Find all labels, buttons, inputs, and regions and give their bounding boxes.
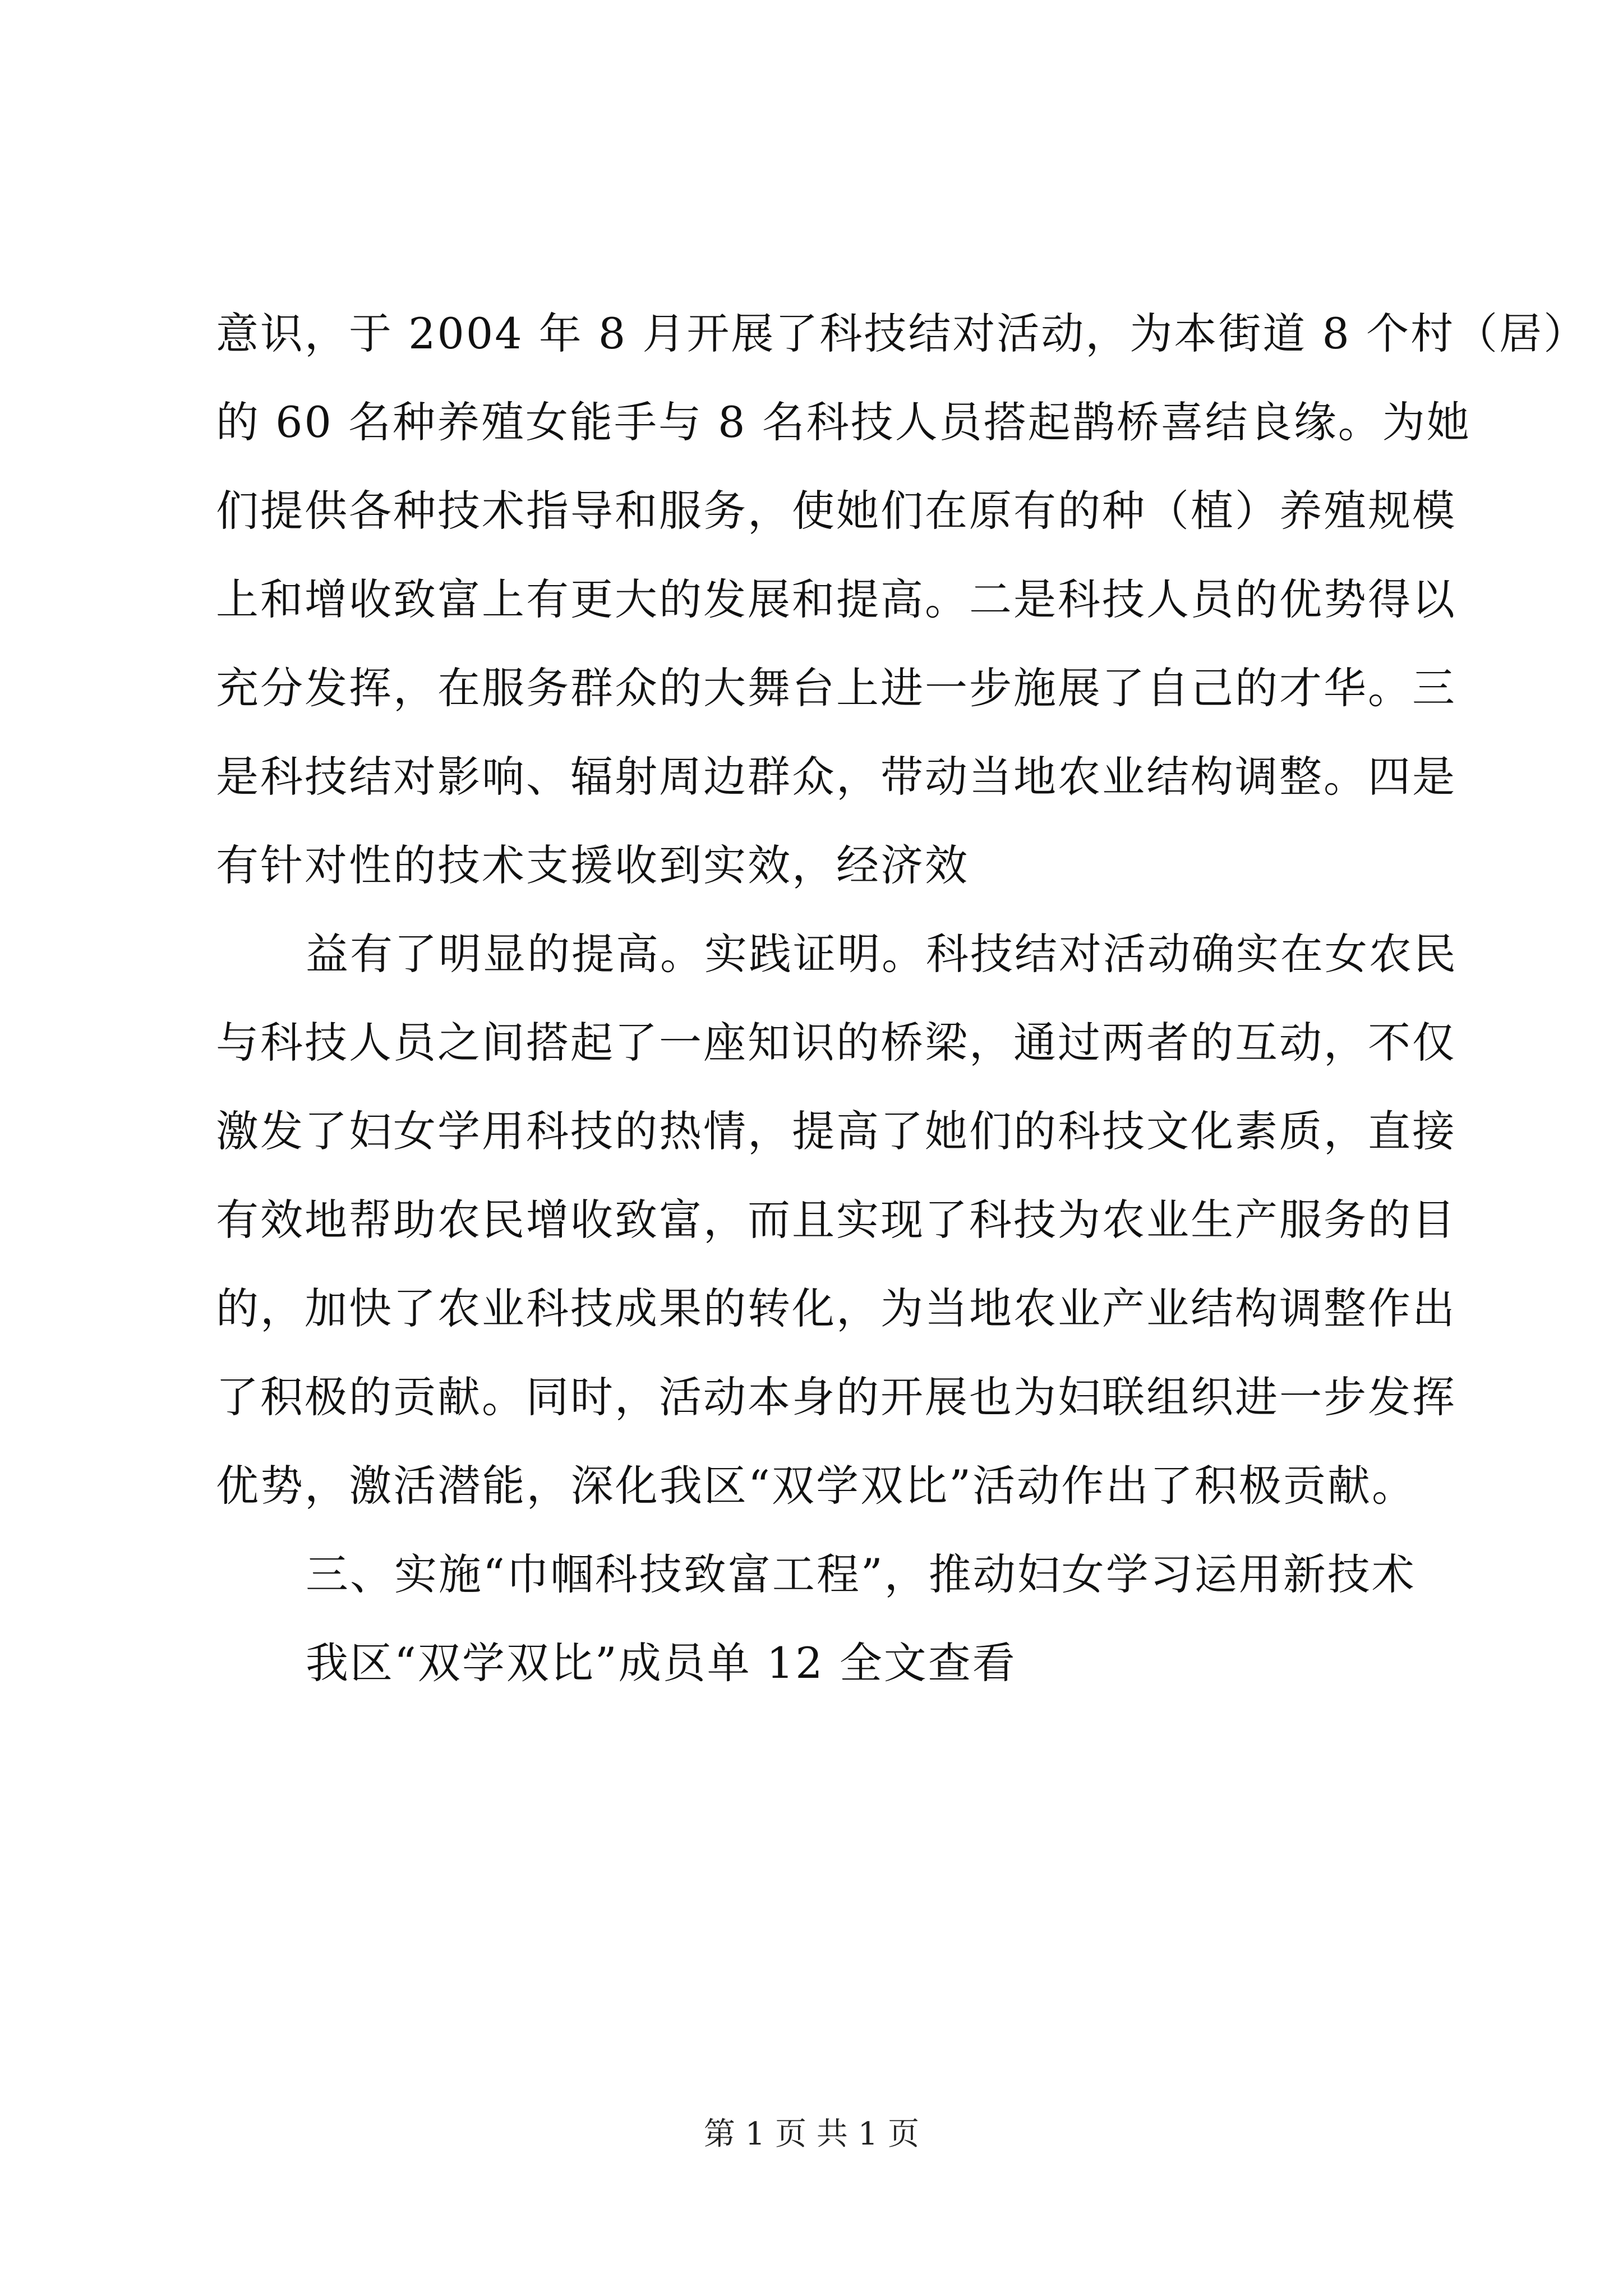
text-line: 上和增收致富上有更大的发展和提高。二是科技人员的优势得以 xyxy=(216,574,1456,624)
text-line: 与科技人员之间搭起了一座知识的桥梁，通过两者的互动，不仅 xyxy=(216,1018,1456,1068)
text-line: 了积极的贡献。同时，活动本身的开展也为妇联组织进一步发挥 xyxy=(216,1372,1456,1422)
document-body xyxy=(216,306,1588,1724)
paragraph-start-line: 益有了明显的提高。实践证明。科技结对活动确实在女农民 xyxy=(306,929,1458,979)
text-line: 激发了妇女学用科技的热情，提高了她们的科技文化素质，直接 xyxy=(216,1106,1456,1156)
text-line: 充分发挥，在服务群众的大舞台上进一步施展了自己的才华。三 xyxy=(216,663,1456,713)
page-number-footer: 第 1 页 共 1 页 xyxy=(703,2116,920,2152)
text-line: 的，加快了农业科技成果的转化，为当地农业产业结构调整作出 xyxy=(216,1283,1456,1333)
text-line: 们提供各种技术指导和服务，使她们在原有的种（植）养殖规模 xyxy=(216,486,1456,536)
text-line: 我区“双学双比”成员单 12 全文查看 xyxy=(306,1638,1017,1688)
section-heading: 三、实施“巾帼科技致富工程”，推动妇女学习运用新技术 xyxy=(306,1549,1416,1599)
text-line: 有针对性的技术支援收到实效，经济效 xyxy=(216,840,969,890)
text-line: 有效地帮助农民增收致富，而且实现了科技为农业生产服务的目 xyxy=(216,1195,1456,1245)
text-line: 是科技结对影响、辐射周边群众，带动当地农业结构调整。四是 xyxy=(216,752,1456,802)
text-line: 意识，于 2004 年 8 月开展了科技结对活动，为本街道 8 个村（居） xyxy=(216,309,1588,358)
text-line: 优势，激活潜能，深化我区“双学双比”活动作出了积极贡献。 xyxy=(216,1461,1416,1511)
text-line: 的 60 名种养殖女能手与 8 名科技人员搭起鹊桥喜结良缘。为她 xyxy=(216,397,1471,447)
